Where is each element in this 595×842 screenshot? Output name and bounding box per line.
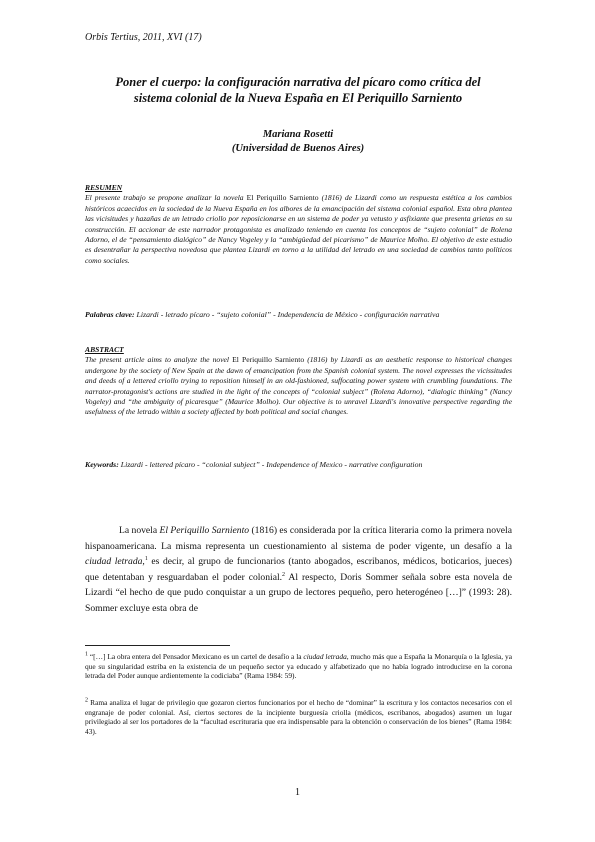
footnote-2 <box>85 698 512 736</box>
body-text-2: (1816) es considerada por la crítica literaria como la primera novela hispanoamericana. La misma representa un cuestionamiento al sistema de poder vigente, un desafío a la <box>85 525 512 552</box>
footnote-2-number: 2 <box>85 697 88 704</box>
resumen-text-1: El presente trabajo se propone analizar la novela <box>85 193 244 203</box>
body-text-4: Al respecto, Doris Sommer señala sobre esta novela de Lizardi “el hecho de que pudo conquistar a un grupo de lectores pequeño, pero heterogéneo […]” (1993: 28). Sommer excluye esta obra de <box>85 571 512 614</box>
footnote-1-text-b: , mucho más que a España la Monarquía o la Iglesia, ya que su singularidad estriba en la existencia de un pequeño sector ya educado y alfabetizado que no había logrado introducirse en la corona letrada del Poder aunque ardientemente la codiciaba” (Rama 1984: 59). <box>85 652 512 681</box>
footnote-1 <box>85 652 512 681</box>
abstract-text-2: (1816) by Lizardi as an aesthetic response to historical changes undergone by the society of New Spain at the dawn of emancipation from the Spanish colonial system. The novel expresses the vicissitudes and deeds of a lettered criollo trying to reposition himself in an old-fashioned, suffocating power system with crumbling foundations. The narrator-protagonist's actions are studied in the light of the concepts of “colonial subject” (Rolena Adorno), “dialogic thinking” (Nancy Vogeley) and “the ambiguity of picaresque” (Maurice Molho). Our objective is to unravel Lizardi's innovative perspective regarding the usefulness of the letrado within a society affected by both political and social changes. <box>85 355 512 417</box>
resumen-text-2: (1816) de Lizardi como un respuesta estética a los cambios históricos acaecidos en la sociedad de la Nueva España en los albores de la emancipación del sistema colonial español. Esta obra plantea las vicisitudes y hazañas de un letrado criollo por reposicionarse en un sistema de poder ya vetusto y asfixiante que presenta grietas en su construcción. El accionar de este narrador protagonista es analizado teniendo en cuenta los conceptos de “sujeto colonial” de Rolena Adorno, el de “pensamiento dialógico” de Nancy Vogeley y la “ambigüedad del picarismo” de Maurice Molho. El objetivo de este estudio es desentrañar la perspectiva novedosa que plantea Lizardi en torno a la utilidad del letrado en una sociedad de cambios tanto políticos como sociales. <box>85 193 512 265</box>
journal-header: Orbis Tertius, 2011, XVI (17) <box>85 32 202 43</box>
palabras-text: Lizardi - letrado pícaro - “sujeto colonial” - Independencia de México - configuración narrativa <box>136 310 440 319</box>
footnote-1-emphasis: ciudad letrada <box>303 652 347 661</box>
footnote-ref-2[interactable]: 2 <box>282 571 286 578</box>
article-title <box>80 74 516 106</box>
title-work: El Periquillo Sarniento <box>341 91 463 105</box>
author-block <box>80 128 516 156</box>
keywords-text: Lizardi - lettered pícaro - “colonial subject” - Independence of Mexico - narrative configuration <box>120 460 423 469</box>
resumen-block <box>85 183 512 266</box>
author-affiliation: (Universidad de Buenos Aires) <box>231 143 365 154</box>
body-text-3: es decir, al grupo de funcionarios (tanto abogados, escribanos, médicos, boticarios, jueces) que detentaban y resguardaban el poder colonial. <box>85 556 512 583</box>
abstract-heading: ABSTRACT <box>85 345 124 354</box>
palabras-label: Palabras clave: <box>85 310 135 319</box>
title-line-1: Poner el cuerpo: la configuración narrativa del pícaro como crítica del <box>115 75 481 89</box>
keywords <box>85 460 512 471</box>
body-work: El Periquillo Sarniento <box>159 525 250 536</box>
keywords-label: Keywords: <box>85 460 119 469</box>
resumen-work: El Periquillo Sarniento <box>246 193 319 203</box>
footnote-2-text: Rama analiza el lugar de privilegio que gozaron ciertos funcionarios por el hecho de “dominar” la escritura y los contactos necesarios con el engranaje de poder colonial. Así, ciertos sectores de la incipiente burguesía criolla (médicos, escribanos, abogados) asumen un lugar privilegiado al ser los portadores de la “facultad escrituraria que era indispensable para la obtención o conservación de los bienes” (Rama 1984: 43). <box>85 698 512 736</box>
footnote-ref-1[interactable]: 1 <box>144 556 148 562</box>
author-name: Mariana Rosetti <box>262 129 334 140</box>
footnote-separator <box>85 645 230 646</box>
abstract-block <box>85 345 512 418</box>
abstract-text-1: The present article aims to analyze the novel <box>85 355 230 365</box>
body-ciudad-letrada: ciudad letrada <box>85 556 143 568</box>
footnote-1-number: 1 <box>85 651 88 658</box>
page-number: 1 <box>295 787 300 798</box>
palabras-clave <box>85 310 512 321</box>
abstract-work: El Periquillo Sarniento <box>232 355 305 365</box>
title-line-2-prefix: sistema colonial de la Nueva España en <box>133 91 342 105</box>
body-text-1: La novela <box>119 525 160 536</box>
resumen-heading: RESUMEN <box>85 183 123 192</box>
footnote-1-text-a: “[…] La obra entera del Pensador Mexicano es un cartel de desafío a la <box>88 652 304 661</box>
body-paragraph: La novela El Periquillo Sarniento (1816) es considerada por la crítica literaria como la primera novela hispanoamericana. La misma representa un cuestionamiento al sistema de poder vigente, un desafío a la ciudad letrada,$^1$ es decir, al grupo de funcionarios (tanto abogados, escribanos, médicos, boticarios, jueces) que detentaban y resguardaban el poder colonial.$^2$ Al respecto, Doris Sommer señala sobre esta novela de Lizardi “el hecho de que pudo conquistar a un grupo de lectores pequeño, pero heterogéneo […]” (1993: 28). Sommer excluye esta obra de <box>85 525 512 614</box>
